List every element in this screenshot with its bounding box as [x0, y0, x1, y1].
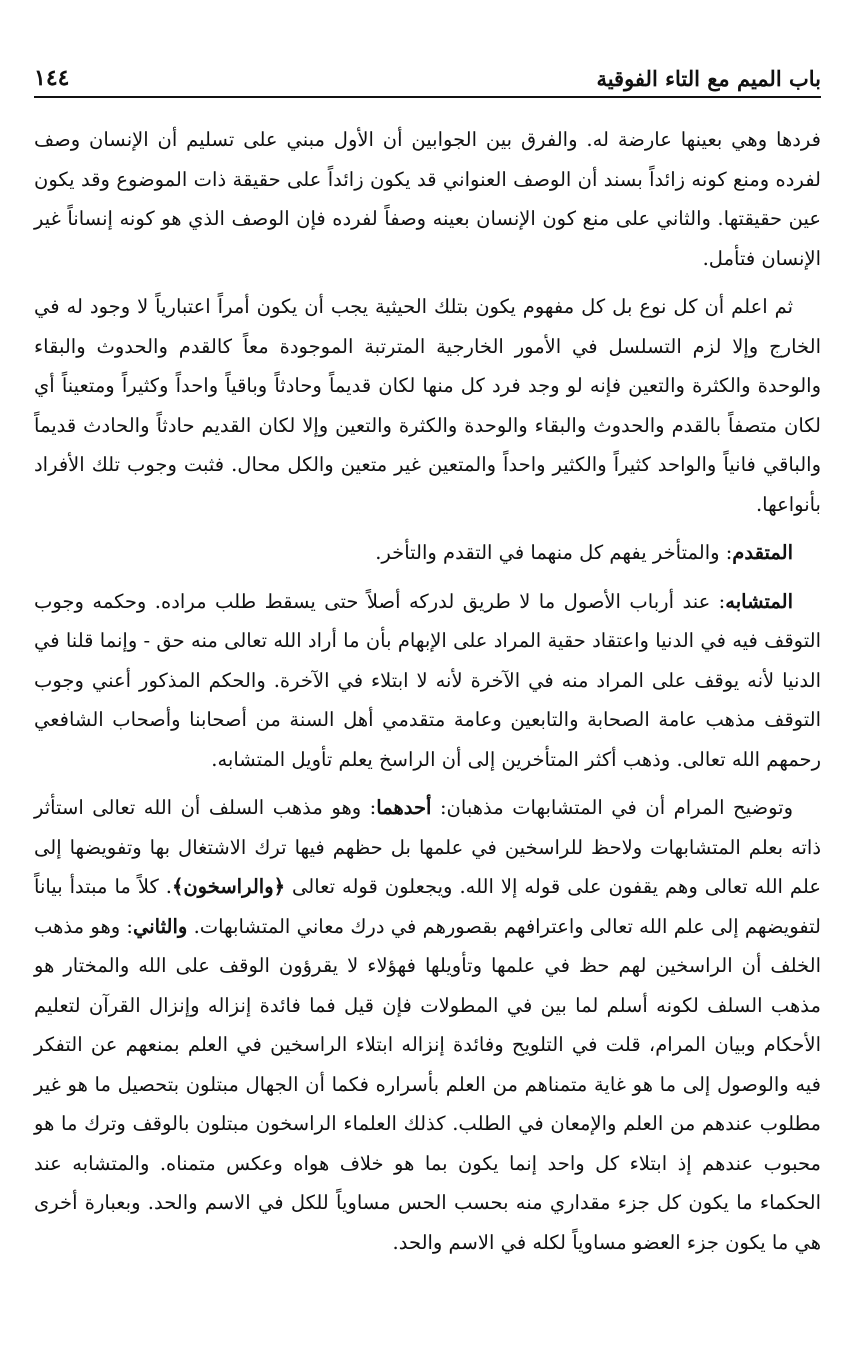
header-title: باب الميم مع التاء الفوقية [596, 65, 821, 91]
paragraph-5-text-c: . كلاً ما مبتدأ بياناً لتفويضهم إلى علم الله تعالى واعترافهم بقصورهم في درك معاني المتشابهات. [34, 875, 821, 938]
entry-mutaqaddim [34, 533, 821, 573]
entry-definition: : والمتأخر يفهم كل منهما في التقدم والتأخر. [375, 541, 733, 564]
entry-term: المتقدم [732, 541, 793, 564]
page-number: ١٤٤ [34, 65, 70, 91]
bold-term-althani: والثاني [133, 914, 188, 938]
paragraph-5-text-b: : وهو مذهب السلف أن الله تعالى استأثر ذاته بعلم المتشابهات ولاحظ للراسخين في علمها بل حظهم فيها ترك الاشتغال بها وتفويضها إلى علم الله تعالى وهم يقفون على قوله إلا الله. ويجعلون قوله تعالى [34, 796, 821, 898]
entry-definition: : عند أرباب الأصول ما لا طريق لدركه أصلاً حتى يسقط طلب مراده. وحكمه وجوب التوقف فيه في الدنيا واعتقاد حقية المراد على الإبهام بأن ما أراد الله تعالى منه حق - وإنما قلنا في الدنيا لأنه يوقف على المراد منه في الآخرة لأنه لا ابتلاء في الآخرة. والحكم المذكور أعني وجوب التوقف مذهب عامة الصحابة والتابعين وعامة متقدمي أهل السنة من أصحابنا وأصحاب الشافعي رحمهم الله تعالى. وذهب أكثر المتأخرين إلى أن الراسخ يعلم تأويل المتشابه. [34, 589, 821, 771]
bold-term-ahaduhuma: أحدهما [376, 796, 432, 819]
paragraph-5-text-a: وتوضيح المرام أن في المتشابهات مذهبان: [431, 796, 793, 819]
paragraph-5-text-d: : وهو مذهب الخلف أن الراسخين لهم حظ في علمها وتأويلها فهؤلاء لا يقرؤون الوقف على الله والمختار هو مذهب السلف لكونه أسلم لما بين في المطولات فإن قيل فما فائدة إنزاله وإنزال القرآن لتعليم الأحكام وبيان المرام، قلت في التلويح وفائدة إنزاله ابتلاء الراسخين في العلم بمنعهم عن التفكر فيه والوصول إلى ما هو غاية متمناهم من العلم بأسراره فكما أن الجهال مبتلون بتحصيل ما هو غير مطلوب عندهم من العلم والإمعان في الطلب. كذلك العلماء الراسخون مبتلون بالوقف وترك ما هو محبوب عندهم إذ ابتلاء كل واحد إنما يكون بما هو خلاف هواه وعكس متمناه. والمتشابه عند الحكماء ما يكون كل جزء مقداري منه بحسب الحس مساوياً للكل في الاسم والحد. وبعبارة أخرى هي ما يكون جزء العضو مساوياً لكله في الاسم والحد. [34, 914, 821, 1254]
quran-quote: ﴿والراسخون﴾ [171, 875, 286, 898]
paragraph-5 [34, 788, 821, 1262]
entry-term: المتشابه [725, 589, 793, 613]
page-body [34, 120, 821, 1271]
running-header [34, 60, 821, 98]
paragraph-1-text: فردها وهي بعينها عارضة له. والفرق بين الجوابين أن الأول مبني على تسليم أن الإنسان وصف لفرده ومنع كونه زائداً بسند أن الوصف العنواني قد يكون زائداً على حقيقة ذات الموضوع وقد يكون عين حقيقتها. والثاني على منع كون الإنسان بعينه وصفاً لفرده فإن الوصف الذي هو كونه إنساناً غير الإنسان فتأمل. [34, 128, 821, 270]
paragraph-2 [34, 287, 821, 524]
paragraph-1 [34, 120, 821, 278]
paragraph-2-text: ثم اعلم أن كل نوع بل كل مفهوم يكون بتلك الحيثية يجب أن يكون أمراً اعتبارياً لا وجود له في الخارج وإلا لزم التسلسل في الأمور الخارجية المترتبة الموجودة معاً كالقدم والحدوث والبقاء والوحدة والكثرة والتعين فإنه لو وجد فرد كل منها لكان قديماً وحادثاً وباقياً واحداً وكثيراً ومتعيناً أي لكان متصفاً بالقدم والحدوث والبقاء والوحدة والكثرة والتعين وإلا لكان القديم حادثاً والحادث قديماً والباقي فانياً والواحد كثيراً والكثير واحداً والمتعين غير متعين والكل محال. فثبت وجوب تلك الأفراد بأنواعها. [34, 295, 821, 516]
entry-mutashabih [34, 582, 821, 780]
